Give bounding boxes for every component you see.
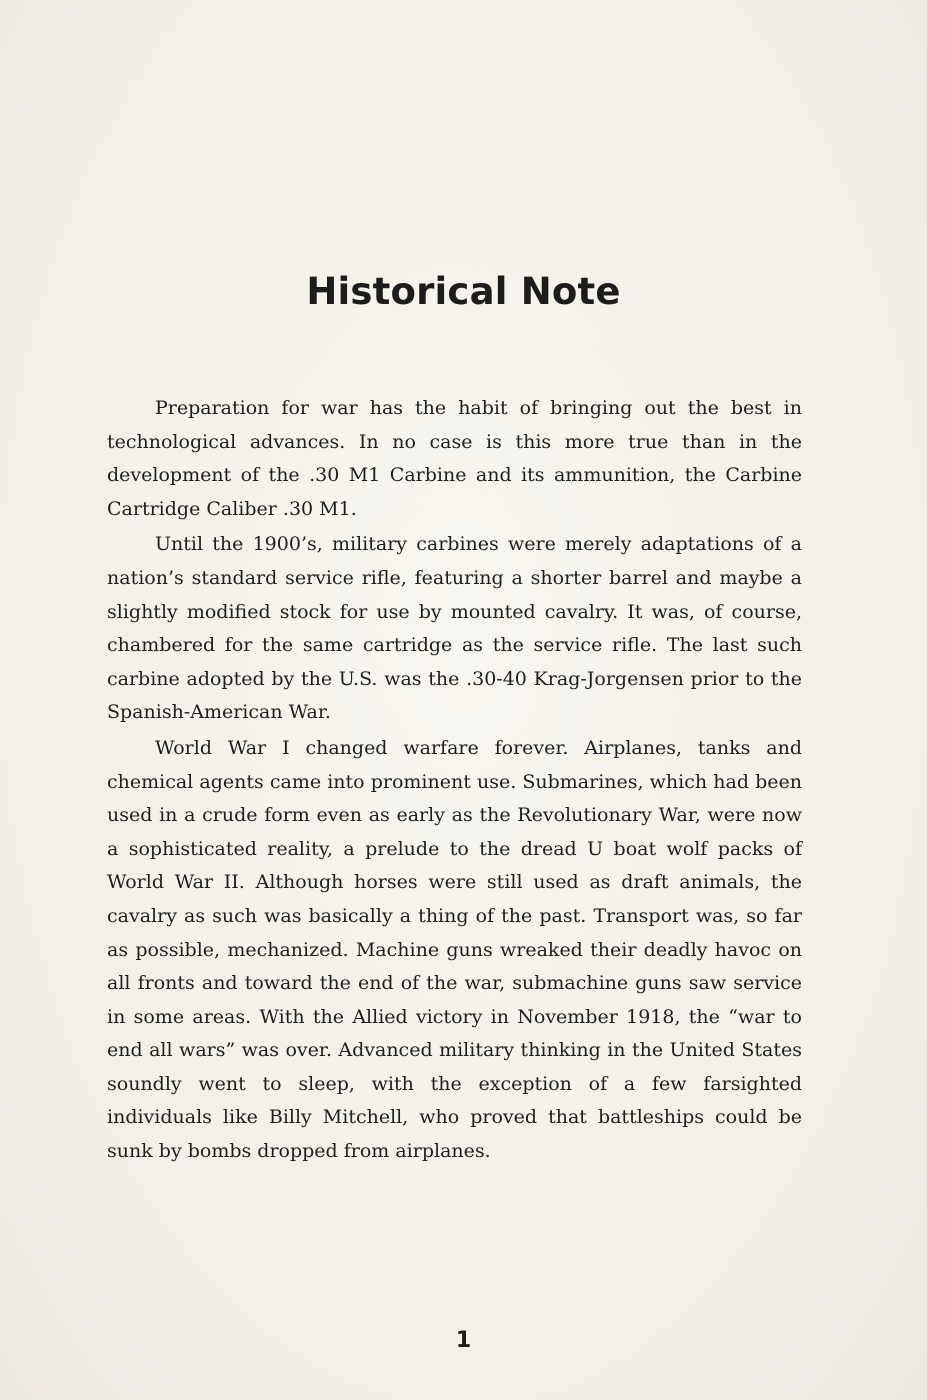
body-text (107, 392, 802, 1171)
paragraph-1: Preparation for war has the habit of bringing out the best in technological advances. In no case is this more true than in the development of the .30 M1 Carbine and its ammunition, the Carbine Cartridge Caliber .30 M1. (107, 397, 802, 520)
page-title: Historical Note (306, 270, 621, 313)
paragraph-2: Until the 1900’s, military carbines were merely adaptations of a nation’s standard service rifle, featuring a shorter barrel and maybe a slightly modified stock for use by mounted cavalry. It was, of course, chambered for the same cartridge as the service rifle. The last such carbine adopted by the U.S. was the .30-40 Krag-Jorgensen prior to the Spanish-American War. (107, 533, 802, 724)
paragraph-3: World War I changed warfare forever. Airplanes, tanks and chemical agents came into prominent use. Submarines, which had been used in a crude form even as early as the Revolutionary War, were now a sophisticated reality, a prelude to the dread U boat wolf packs of World War II. Although horses were still used as draft animals, the cavalry as such was basically a thing of the past. Transport was, so far as possible, mechanized. Machine guns wreaked their deadly havoc on all fronts and toward the end of the war, submachine guns saw service in some areas. With the Allied victory in November 1918, the “war to end all wars” was over. Advanced military thinking in the United States soundly went to sleep, with the exception of a few farsighted individuals like Billy Mitchell, who proved that battleships could be sunk by bombs dropped from airplanes. (107, 736, 802, 1163)
page-number: 1 (455, 1328, 472, 1353)
